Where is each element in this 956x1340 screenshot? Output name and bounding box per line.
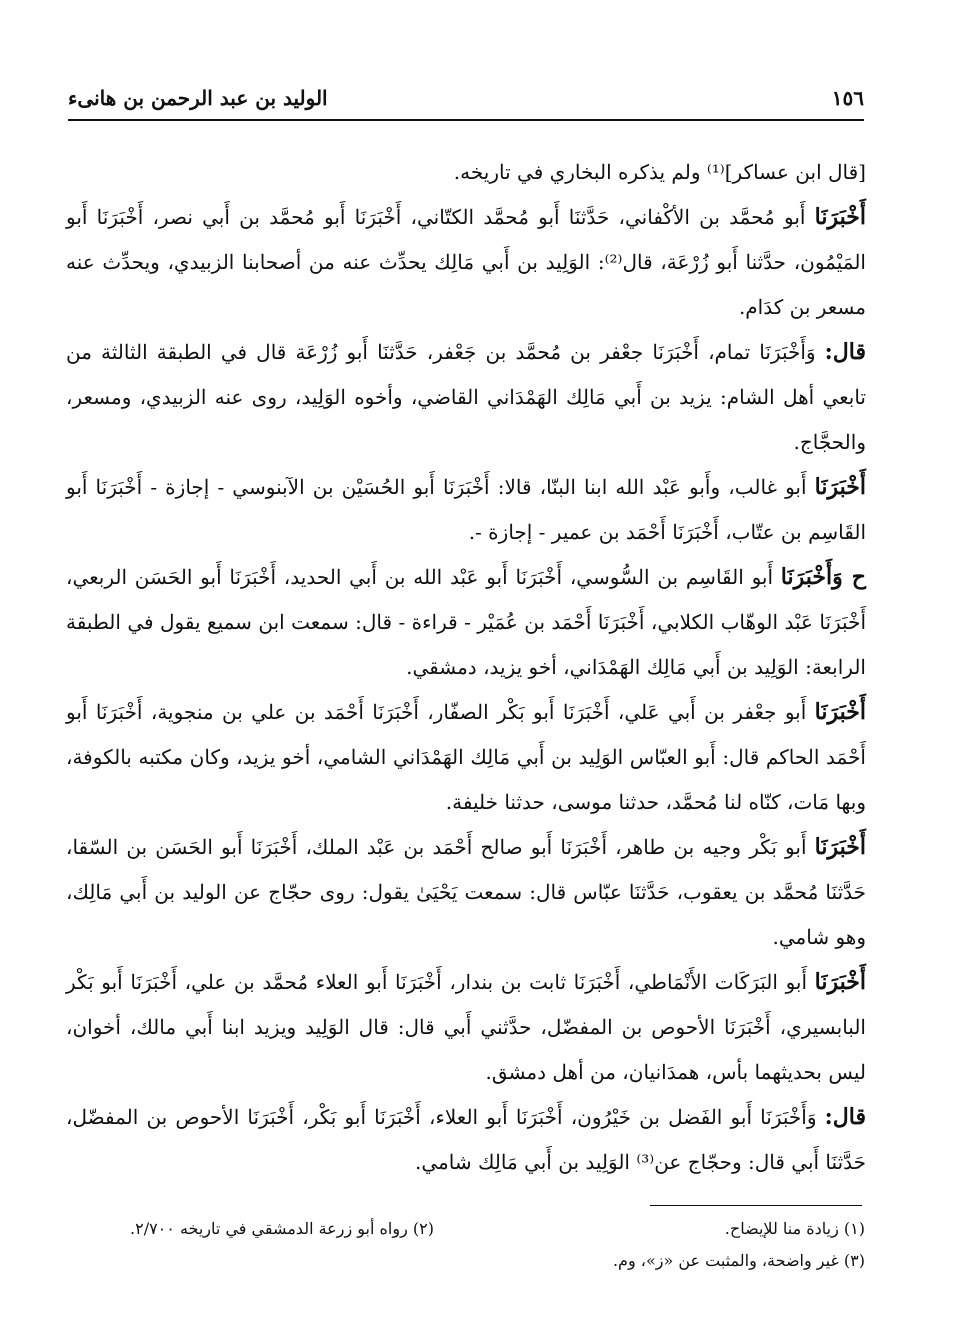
running-title: الوليد بن عبد الرحمن بن هانىء [68, 86, 328, 110]
footnote-row [130, 1245, 865, 1277]
paragraph-text: أَبو مُحمَّد بن الأكْفاني، حَدَّثنَا أَبو مُحمَّد الكتّاني، أَخْبَرَنَا أَبو مُحمَّد بن أَبي نصر، أَخْبَرَنَا أَبو المَيْمُون، حدَّثنا أَبو زُرْعَة، قال⁽²⁾: الوَلِيد بن أَبي مَالِك يحدِّث عنه من أصحابنا الزبيدي، ويحدِّث عنه مسعر بن كدَام. [66, 205, 866, 319]
header-rule [68, 119, 864, 121]
footnote-row [130, 1213, 865, 1245]
paragraph [66, 960, 866, 1095]
footnote-1: (١) زيادة منا للإيضاح. [724, 1219, 865, 1238]
main-text [66, 150, 866, 1185]
paragraph-text: أَبو القَاسِم بن السُّوسي، أَخْبَرَنَا أَبو عَبْد الله بن أَبي الحديد، أَخْبَرَنَا أَبو الحَسَن الربعي، أَخْبَرَنَا عَبْد الوهّاب الكلابي، أَخْبَرَنَا أَحْمَد بن عُمَيْر - قراءة - قال: سمعت ابن سميع يقول في الطبقة الرابعة: الوَلِيد بن أَبي مَالِك الهَمْدَاني، أخو يزيد، دمشقي. [66, 565, 866, 679]
paragraph-lead: ح وَأَخْبَرَنَا [780, 564, 866, 590]
paragraph-text: أَبو جعْفر بن أَبي عَلي، أَخْبَرَنَا أَبو بَكْر الصفّار، أَخْبَرَنَا أَحْمَد بن علي بن منجوية، أَخْبَرَنَا أَبو أَحْمَد الحاكم قال: أَبو العبّاس الوَلِيد بن أَبي مَالِك الهَمْدَاني الشامي، أخو يزيد، وكان مكتبه بالكوفة، وبها مَات، كنّاه لنا مُحمَّد، حدثنا موسى، حدثنا خليفة. [66, 700, 866, 814]
page-number: ١٥٦ [831, 86, 864, 110]
paragraph [66, 825, 866, 960]
paragraph-text: وَأَخْبَرَنَا أَبو الفَضل بن خَيْرُون، أَخْبَرَنَا أَبو العلاء، أَخْبَرَنَا أَبو بَكْر، أَخْبَرَنَا الأحوص بن المفضّل، حَدَّثنَا أَبي قال: وحجّاج عن⁽³⁾ الوَلِيد بن أَبي مَالِك شامي. [66, 1105, 866, 1174]
paragraph-text: أَبو البَرَكَات الأَنْمَاطي، أَخْبَرَنَا ثابت بن بندار، أَخْبَرَنَا أَبو العلاء مُحمَّد بن علي، أَخْبَرَنَا أَبو بَكْر البابسيري، أَخْبَرَنَا الأحوص بن المفضّل، حدَّثني أَبي قال: قال الوَلِيد ويزيد ابنا أَبي مالك، أخوان، ليس بحديثهما بأس، همدَانيان، من أهل دمشق. [66, 970, 866, 1084]
paragraph-text: [قال ابن عساكر]⁽¹⁾ ولم يذكره البخاري في تاريخه. [453, 160, 866, 184]
paragraph [66, 330, 866, 465]
paragraph-lead: أَخْبَرَنَا [814, 834, 866, 860]
paragraph-lead: قال: [824, 339, 866, 365]
footnote-rule [650, 1205, 862, 1206]
paragraph-text: أَبو غالب، وأَبو عَبْد الله ابنا البنّا، قالا: أَخْبَرَنَا أَبو الحُسَيْن بن الآبنوسي - إجازة - أَخْبَرَنَا أَبو القَاسِم بن عتّاب، أَخْبَرَنَا أَحْمَد بن عمير - إجازة -. [66, 475, 866, 544]
paragraph-text: وَأَخْبَرَنَا تمام، أَخْبَرَنَا جعْفر بن مُحمَّد بن جَعْفر، حَدَّثنَا أَبو زُرْعَة قال في الطبقة الثالثة من تابعي أهل الشام: يزيد بن أَبي مَالِك الهَمْدَاني القاضي، وأخوه الوَلِيد، روى عنه الزبيدي، ومسعر، والحجَّاج. [66, 340, 866, 454]
page-header [68, 80, 864, 116]
paragraph [66, 150, 866, 195]
footnotes [130, 1213, 865, 1277]
paragraph-lead: أَخْبَرَنَا [814, 969, 866, 995]
paragraph-lead: أَخْبَرَنَا [814, 474, 866, 500]
footnote-2: (٢) رواه أبو زرعة الدمشقي في تاريخه ٢/٧٠٠. [130, 1219, 434, 1238]
paragraph-lead: أَخْبَرَنَا [814, 699, 866, 725]
paragraph [66, 1095, 866, 1185]
footnote-3: (٣) غير واضحة، والمثبت عن «ز»، وم. [612, 1251, 865, 1270]
paragraph-lead: قال: [824, 1104, 866, 1130]
paragraph [66, 195, 866, 330]
paragraph-lead: أَخْبَرَنَا [814, 204, 866, 230]
paragraph-text: أَبو بَكْر وجيه بن طاهر، أَخْبَرَنَا أَبو صالح أَحْمَد بن عَبْد الملك، أَخْبَرَنَا أَبو الحَسَن بن السّقا، حَدَّثنَا مُحمَّد بن يعقوب، حَدَّثنَا عبّاس قال: سمعت يَحْيَىٰ يقول: روى حجّاج عن الوليد بن أَبي مَالِك، وهو شامي. [66, 835, 866, 949]
paragraph [66, 690, 866, 825]
paragraph [66, 465, 866, 555]
paragraph [66, 555, 866, 690]
